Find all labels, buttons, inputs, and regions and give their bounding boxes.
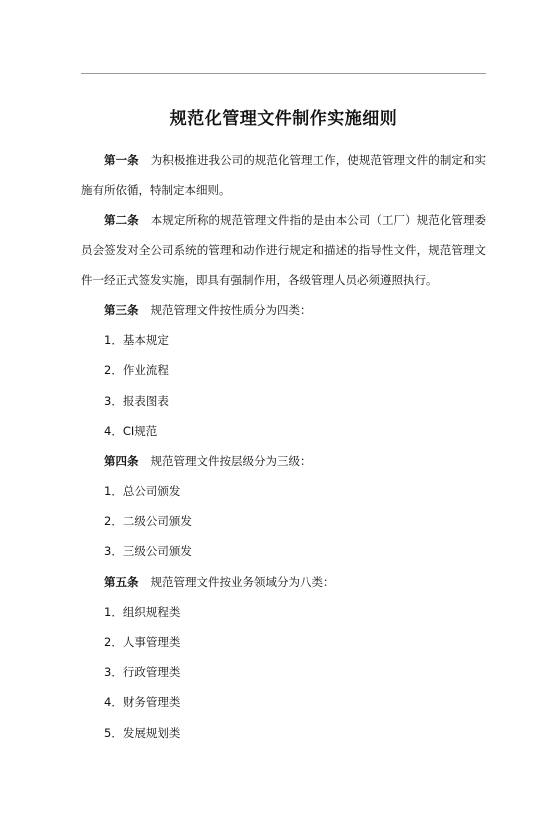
article-4-label: 第四条 <box>104 454 139 468</box>
list-item: 2．作业流程 <box>104 363 169 377</box>
article-2-label: 第二条 <box>104 213 139 227</box>
article-5-label: 第五条 <box>104 575 139 589</box>
article-2 <box>81 205 486 295</box>
list-item: 4．财务管理类 <box>104 695 181 709</box>
list-item: 1．总公司颁发 <box>104 484 181 498</box>
article-1 <box>81 145 486 205</box>
list-item: 2．二级公司颁发 <box>104 514 192 528</box>
article-1-label: 第一条 <box>104 153 139 167</box>
article-3-text: 规范管理文件按性质分为四类： <box>150 303 312 317</box>
article-4-text: 规范管理文件按层级分为三级： <box>150 454 312 468</box>
article-3-label: 第三条 <box>104 303 139 317</box>
list-item: 2．人事管理类 <box>104 635 181 649</box>
list-item: 4．CI规范 <box>104 424 158 438</box>
list-item: 1．基本规定 <box>104 333 169 347</box>
list-item: 3．行政管理类 <box>104 665 181 679</box>
article-2-text: 本规定所称的规范管理文件指的是由本公司（工厂）规范化管理委员会签发对全公司系统的管理和动作进行规定和描述的指导性文件，规范管理文件一经正式签发实施，即具有强制作用，各级管理人员必须遵照执行。 <box>81 213 487 287</box>
article-5-text: 规范管理文件按业务领域分为八类： <box>150 575 335 589</box>
list-item: 3．三级公司颁发 <box>104 544 192 558</box>
article-3 <box>104 302 312 318</box>
article-1-text: 为积极推进我公司的规范化管理工作，使规范管理文件的制定和实施有所依循，特制定本细则。 <box>81 153 487 197</box>
list-item: 5．发展规划类 <box>104 726 181 740</box>
list-item: 3．报表图表 <box>104 394 169 408</box>
article-5 <box>104 574 335 590</box>
document-title: 规范化管理文件制作实施细则 <box>169 109 398 129</box>
header-rule <box>81 73 486 74</box>
list-item: 1．组织规程类 <box>104 605 181 619</box>
article-4 <box>104 453 312 469</box>
